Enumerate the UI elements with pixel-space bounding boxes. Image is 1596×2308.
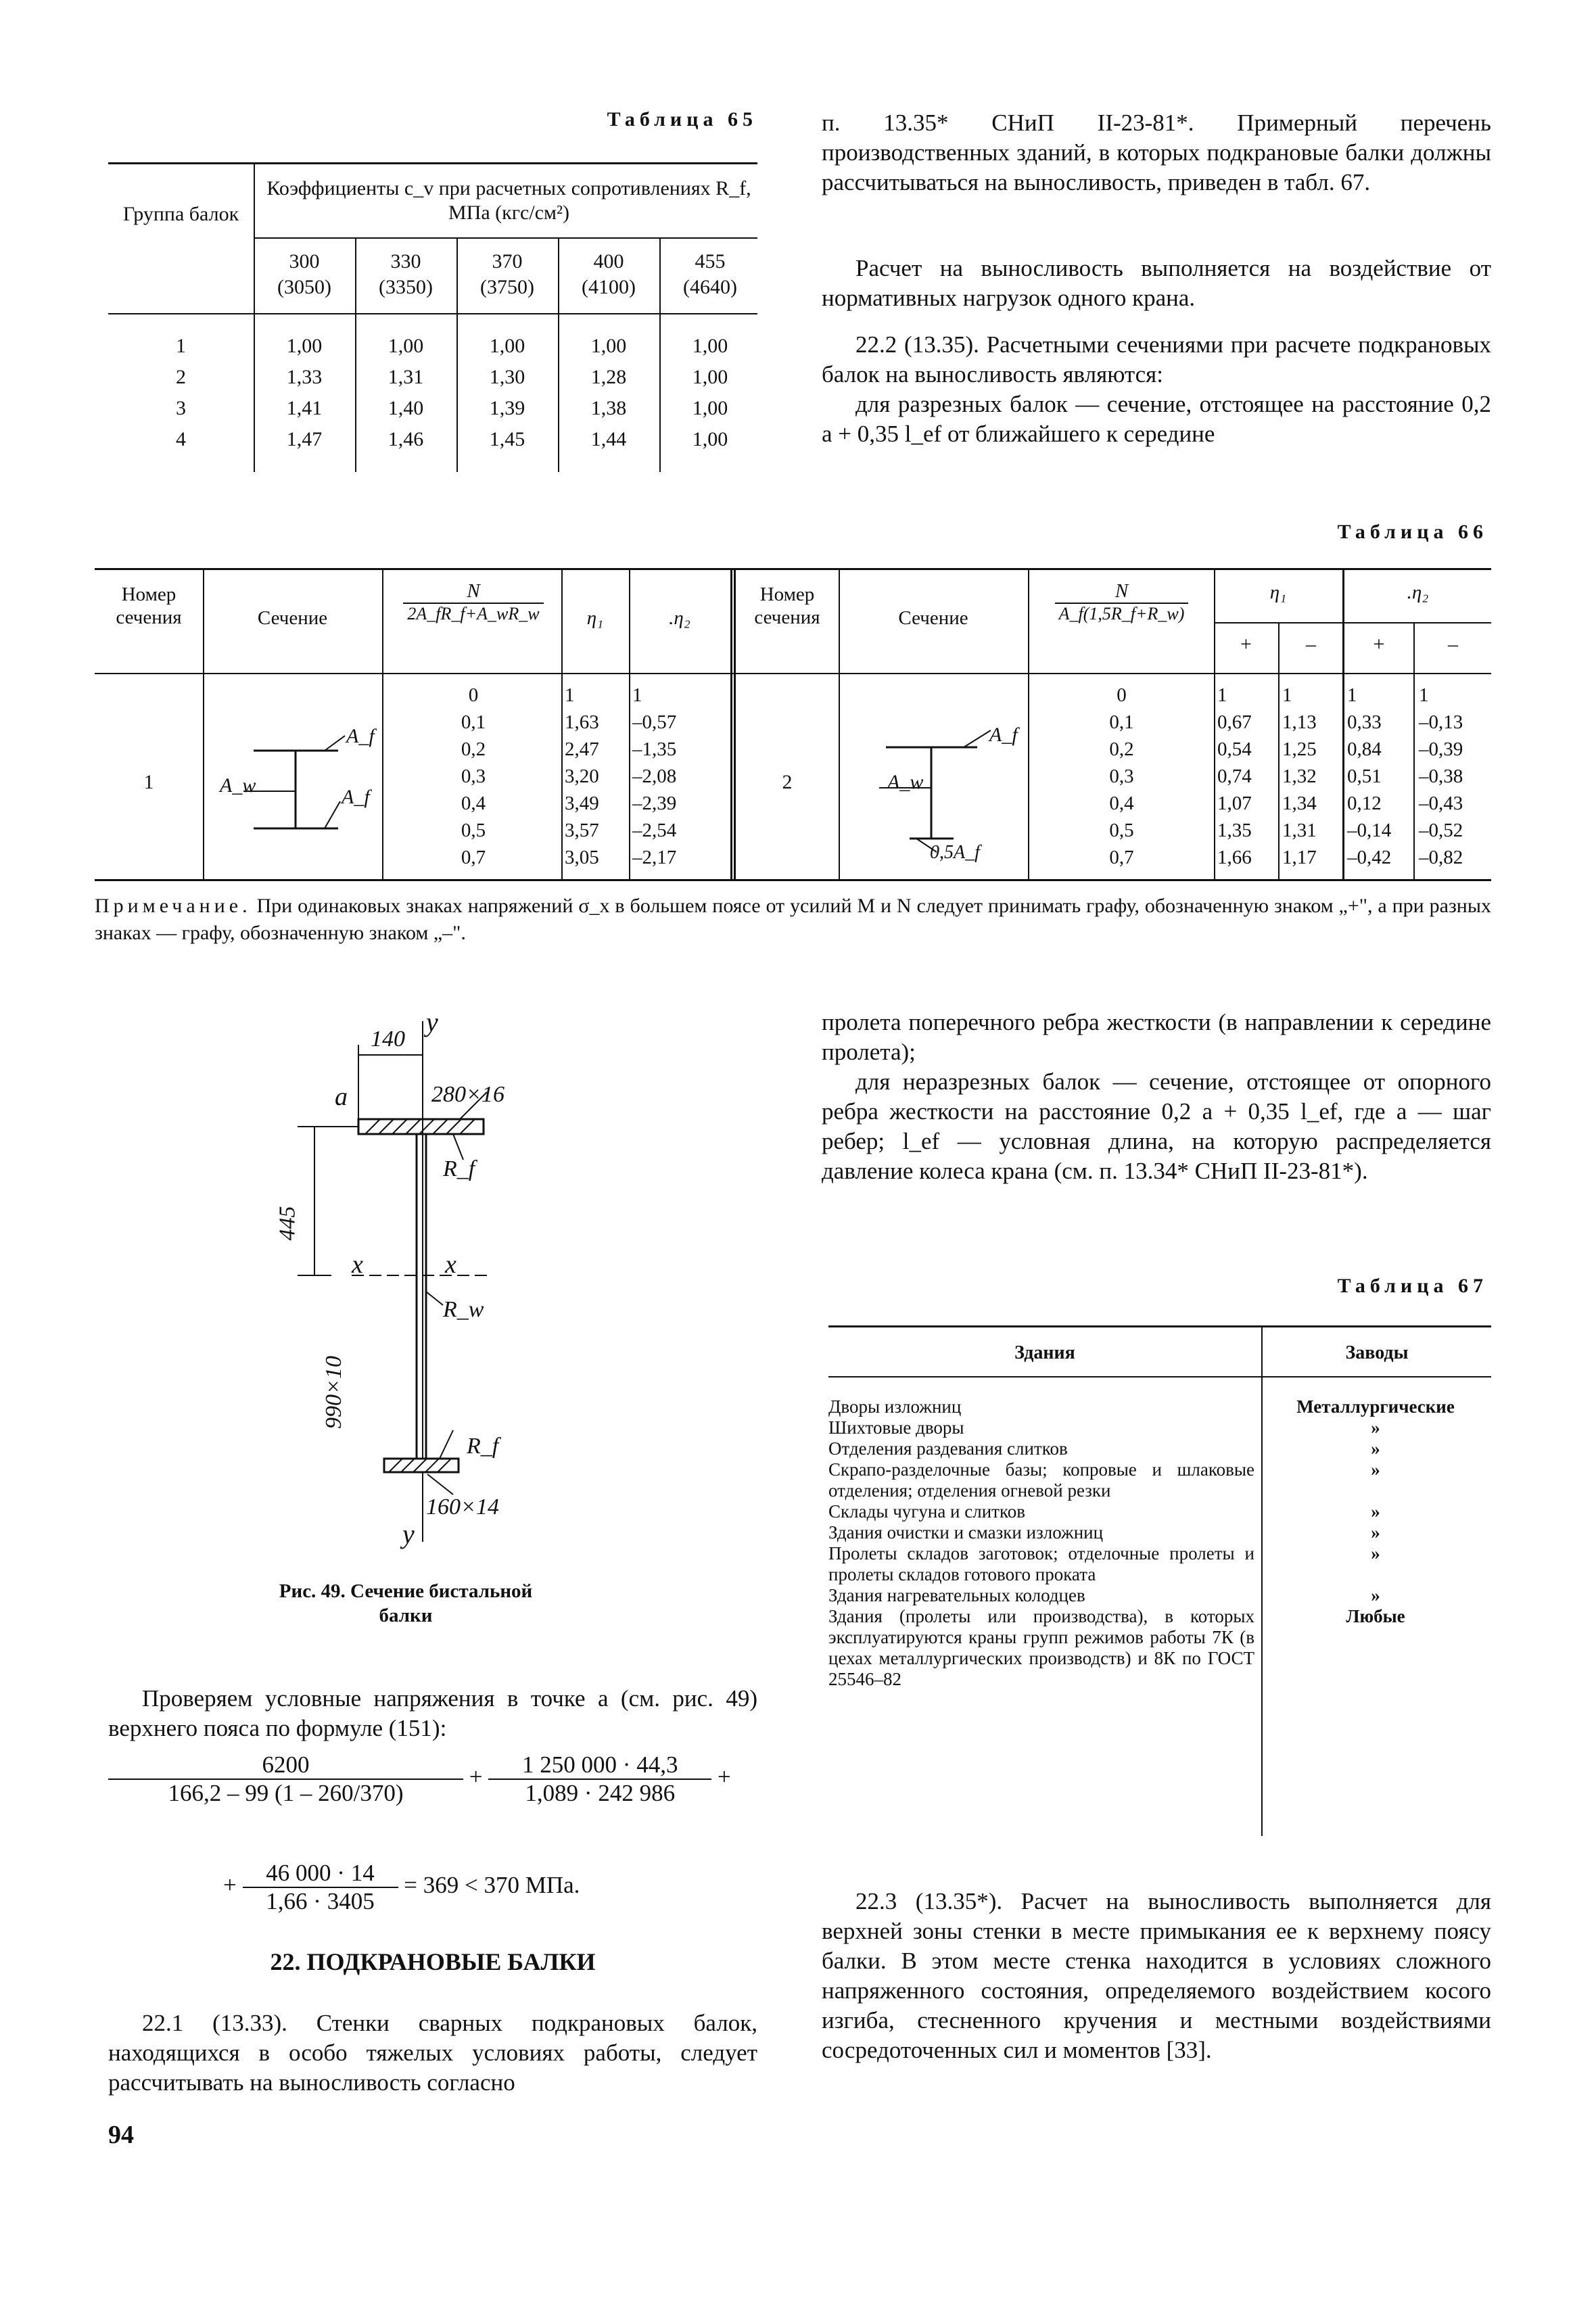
t67-row [828, 1396, 1491, 1417]
t65-column-header [659, 249, 761, 300]
t66-cell-ratio2: 0 [1117, 684, 1127, 706]
t66-cell-ratio1: 0,2 [461, 738, 486, 760]
t65-column-value-kgs: (4640) [683, 276, 737, 298]
t67-caption: Таблица 67 [1337, 1275, 1488, 1297]
t66-note-label: Примечание. [95, 895, 252, 917]
paragraph-ref: п. 13.35* СНиП II-23-81*. Примерный перечень производственных зданий, в которых подкрановые балки должны рассчитываться на выносливость, приведен в табл. 67. [822, 110, 1491, 195]
t65-cell: 1,47 [286, 428, 323, 450]
t67-plant: Любые [1346, 1606, 1405, 1626]
fig49-bottom-flange: 160×14 [426, 1494, 499, 1520]
formula-f1-den: 166,2 – 99 (1 – 260/370) [168, 1780, 404, 1806]
t66-cell-eta1-plus: 1,66 [1217, 847, 1252, 868]
t66-cell-eta1-1: 3,20 [565, 766, 599, 787]
t65-group: 4 [176, 428, 186, 450]
section-2-05Af: 0,5A_f [930, 842, 980, 863]
t65-cell: 1,30 [489, 366, 525, 388]
t66-eta1-minus: – [1306, 633, 1316, 655]
t66-eta2-header-2: .η₂ [1407, 582, 1429, 603]
t66-cell-eta1-1: 1,63 [565, 711, 599, 733]
t66-section-2-number: 2 [782, 771, 793, 793]
t65-group: 2 [176, 366, 186, 388]
t65-group-header: Группа балок [122, 203, 239, 225]
t66-cell-eta2-minus: 1 [1419, 684, 1429, 706]
t66-cell-eta1-1: 2,47 [565, 738, 599, 760]
t65-column-value: 400 [593, 250, 624, 273]
t65-column-header [558, 249, 659, 300]
fig49-140: 140 [371, 1027, 405, 1052]
fig49-caption-line2: балки [379, 1605, 433, 1626]
t67-row [828, 1501, 1491, 1522]
fig49-445: 445 [275, 1206, 300, 1241]
t65-column-value-kgs: (3350) [379, 276, 433, 298]
t65-cell: 1,00 [692, 397, 728, 419]
t66-cell-eta1-1: 1 [565, 684, 575, 706]
t65-group: 3 [176, 397, 186, 419]
t65-cell: 1,44 [590, 428, 627, 450]
paragraph-check-stress: Проверяем условные напряжения в точке a (см. рис. 49) верхнего пояса по формуле (151): [108, 1685, 757, 1741]
t66-cell-eta1-minus: 1,25 [1282, 738, 1317, 760]
t65-column-value: 330 [390, 250, 421, 273]
t65-cell: 1,38 [590, 397, 627, 419]
t66-section-1-number: 1 [143, 771, 154, 793]
t66-section-header: Сечение [257, 607, 328, 629]
t67-building: Дворы изложниц [828, 1396, 962, 1417]
fig49-web: 990×10 [321, 1356, 346, 1429]
section-1-Af-top: A_f [346, 725, 375, 747]
t66-cell-eta2-1: –1,35 [632, 738, 677, 760]
t67-building: Здания очистки и смазки изложниц [828, 1522, 1104, 1542]
t66-cell-eta2-1: –2,08 [632, 766, 677, 787]
fig49-Rf-bottom: R_f [467, 1434, 499, 1459]
t66-eta1-plus: + [1240, 633, 1252, 655]
t66-cell-eta1-plus: 1 [1217, 684, 1227, 706]
t66-cell-eta1-plus: 0,54 [1217, 738, 1252, 760]
t67-plant: » [1371, 1417, 1380, 1438]
t66-cell-eta2-minus: –0,82 [1419, 847, 1463, 868]
t66-eta2-header: .η₂ [669, 607, 690, 629]
t66-cell-ratio2: 0,4 [1109, 793, 1134, 814]
t67-plant: » [1371, 1459, 1380, 1480]
t66-cell-eta2-minus: –0,43 [1419, 793, 1463, 814]
t66-cell-eta2-minus: –0,38 [1419, 766, 1463, 787]
t67-row [828, 1585, 1491, 1606]
t66-cell-eta1-plus: 0,67 [1217, 711, 1252, 733]
t66-cell-ratio1: 0,4 [461, 793, 486, 814]
section-1-Aw: A_w [220, 774, 256, 797]
t66-cell-eta1-1: 3,57 [565, 820, 599, 841]
t65-column-header [355, 249, 456, 300]
t67-row [828, 1417, 1491, 1438]
t66-cell-ratio1: 0,1 [461, 711, 486, 733]
t66-cell-ratio2: 0,1 [1109, 711, 1134, 733]
t65-cell: 1,00 [692, 366, 728, 388]
t66-cell-ratio2: 0,7 [1109, 847, 1134, 868]
formula-f3-num: 46 000 · 14 [243, 1860, 398, 1888]
t67-building: Отделения раздевания слитков [828, 1438, 1068, 1459]
t66-cell-ratio1: 0 [468, 684, 479, 706]
t67-row [828, 1606, 1491, 1690]
t67-plant: » [1371, 1543, 1380, 1563]
t66-cell-eta2-plus: 0,51 [1347, 766, 1382, 787]
t65-cell: 1,00 [388, 335, 424, 357]
t66-cell-eta1-minus: 1,34 [1282, 793, 1317, 814]
paragraph-22-3: 22.3 (13.35*). Расчет на выносливость выполняется для верхней зоны стенки в месте примыкания ее к верхнему поясу балки. В этом месте стенка находится в условиях сложного напряженного состояния, определяемого воздействием косого изгиба, стесненного кручения и местными воздействиями сосредоточенных сил и моментов [33]. [822, 1888, 1491, 2063]
t66-cell-eta2-1: –2,54 [632, 820, 677, 841]
t67-building: Шихтовые дворы [828, 1417, 964, 1438]
t65-column-header [456, 249, 558, 300]
t66-cell-eta2-minus: –0,13 [1419, 711, 1463, 733]
t65-column-value-kgs: (3750) [480, 276, 534, 298]
t66-number-header-2: Номер сечения [754, 584, 820, 628]
t66-cell-eta2-plus: –0,42 [1347, 847, 1392, 868]
t66-cell-ratio1: 0,3 [461, 766, 486, 787]
t65-cell: 1,33 [286, 366, 323, 388]
t66-N-label-2: N [1055, 580, 1189, 604]
t66-cell-eta1-minus: 1,32 [1282, 766, 1317, 787]
t66-eta2-minus: – [1448, 633, 1458, 655]
fig49-caption-line1: Рис. 49. Сечение бистальной [279, 1580, 533, 1602]
t66-cell-eta2-plus: 0,12 [1347, 793, 1382, 814]
paragraph-22-1: 22.1 (13.33). Стенки сварных подкрановых балок, находящихся в особо тяжелых условиях работы, следует рассчитывать на выносливость согласно [108, 2010, 757, 2096]
fig49-caption [203, 1579, 609, 1628]
t65-column-value-kgs: (4100) [582, 276, 636, 298]
formula-line-1 [108, 1751, 757, 1807]
t65-cell: 1,00 [692, 335, 728, 357]
t66-cell-eta1-minus: 1,17 [1282, 847, 1317, 868]
t66-cell-eta2-plus: –0,14 [1347, 820, 1392, 841]
t66-cell-ratio2: 0,3 [1109, 766, 1134, 787]
formula-f2-num: 1 250 000 · 44,3 [488, 1751, 711, 1780]
paragraph-split-beams: для разрезных балок — сечение, отстоящее на расстояние 0,2 a + 0,35 l_ef от ближайшего к середине [822, 391, 1491, 447]
t66-cell-eta1-minus: 1 [1282, 684, 1292, 706]
t65-cell: 1,00 [692, 428, 728, 450]
t65-column-header [254, 249, 355, 300]
t65-coef-header: Коэффициенты c_v при расчетных сопротивлениях R_f, МПа (кгс/см²) [266, 177, 751, 224]
t65-cell: 1,00 [489, 335, 525, 357]
t67-building: Здания (пролеты или производства), в которых эксплуатируются краны групп режимов работы 7К (в цехах металлургических производств) и 8К по ГОСТ 25546–82 [828, 1606, 1254, 1689]
t65-cell: 1,31 [388, 366, 424, 388]
t65-column-value: 370 [492, 250, 523, 273]
t66-caption: Таблица 66 [1337, 521, 1488, 543]
paragraph-span-rib: пролета поперечного ребра жесткости (в направлении к середине пролета); [822, 1009, 1491, 1065]
t67-plant: » [1371, 1438, 1380, 1459]
t66-cell-eta1-plus: 1,35 [1217, 820, 1252, 841]
t67-plants-header: Заводы [1345, 1342, 1409, 1363]
t65-cell: 1,00 [590, 335, 627, 357]
section-2-Aw: A_w [887, 771, 924, 793]
t66-cell-eta2-minus: –0,52 [1419, 820, 1463, 841]
t65-cell: 1,28 [590, 366, 627, 388]
t66-cell-eta2-plus: 0,84 [1347, 738, 1382, 760]
formula-plus-2: + [718, 1764, 731, 1791]
t66-denominator-2: A_f(1,5R_f+R_w) [1058, 604, 1185, 623]
formula-f1-num: 6200 [108, 1751, 463, 1780]
t66-cell-eta2-1: 1 [632, 684, 642, 706]
t66-eta1-header: η₁ [586, 607, 604, 629]
fig49-top-flange: 280×16 [431, 1082, 504, 1107]
t67-row [828, 1522, 1491, 1543]
t67-plant: » [1371, 1522, 1380, 1542]
t66-note [95, 893, 1491, 947]
t66-cell-eta2-1: –2,17 [632, 847, 677, 868]
t66-section-header-2: Сечение [898, 607, 968, 629]
t67-row [828, 1438, 1491, 1459]
fig49-Rf-top: R_f [443, 1156, 475, 1181]
fig49-y-bottom: y [402, 1519, 415, 1549]
t65-cell: 1,40 [388, 397, 424, 419]
t66-cell-eta2-1: –2,39 [632, 793, 677, 814]
t65-column-value-kgs: (3050) [277, 276, 331, 298]
t66-cell-eta2-plus: 0,33 [1347, 711, 1382, 733]
t66-cell-eta1-minus: 1,31 [1282, 820, 1317, 841]
fig49-a: a [335, 1083, 348, 1111]
fig49-x-right: x [445, 1250, 456, 1279]
t66-cell-eta1-plus: 1,07 [1217, 793, 1252, 814]
t67-plant: Металлургические [1296, 1396, 1455, 1417]
formula-line-2 [223, 1860, 697, 1915]
t66-eta1-header-2: η₁ [1269, 582, 1287, 603]
t65-column-value: 300 [289, 250, 320, 273]
t66-cell-eta2-plus: 1 [1347, 684, 1357, 706]
t67-building: Скрапо-разделочные базы; копровые и шлаковые отделения; отделения огневой резки [828, 1459, 1254, 1501]
formula-result: = 369 < 370 МПа. [404, 1872, 580, 1899]
t66-number-header: Номер сечения [116, 584, 182, 628]
t66-N-label: N [403, 580, 543, 604]
t66-cell-ratio1: 0,5 [461, 820, 486, 841]
t66-cell-ratio2: 0,2 [1109, 738, 1134, 760]
table-65 [108, 162, 757, 472]
t65-cell: 1,00 [286, 335, 323, 357]
t66-cell-eta2-minus: –0,39 [1419, 738, 1463, 760]
t66-note-text: При одинаковых знаках напряжений σ_x в большем поясе от усилий M и N следует принимать графу, обозначенную знаком „+", а при разных знаках — графу, обозначенную знаком „–". [95, 895, 1491, 944]
section-1-Af-bottom: A_f [342, 786, 370, 808]
t66-eta2-plus: + [1373, 633, 1385, 655]
t65-caption: Таблица 65 [607, 108, 757, 131]
t65-group: 1 [176, 335, 186, 357]
paragraph-fatigue-load: Расчет на выносливость выполняется на воздействие от нормативных нагрузок одного крана. [822, 255, 1491, 311]
t66-cell-eta2-1: –0,57 [632, 711, 677, 733]
t67-plant: » [1371, 1585, 1380, 1605]
t65-cell: 1,41 [286, 397, 323, 419]
page-number: 94 [108, 2121, 134, 2149]
t65-cell: 1,46 [388, 428, 424, 450]
t66-cell-eta1-minus: 1,13 [1282, 711, 1317, 733]
formula-f3-den: 1,66 · 3405 [266, 1888, 375, 1914]
fig49-Rw: R_w [443, 1297, 484, 1322]
paragraph-22-2: 22.2 (13.35). Расчетными сечениями при расчете подкрановых балок на выносливость являются: [822, 331, 1491, 387]
table-66 [95, 568, 1491, 882]
fig49-x-left: x [352, 1250, 363, 1279]
formula-plus-1: + [469, 1764, 483, 1791]
t66-denominator-1: 2A_fR_f+A_wR_w [407, 604, 540, 623]
t66-cell-ratio1: 0,7 [461, 847, 486, 868]
t65-cell: 1,45 [489, 428, 525, 450]
t67-building: Пролеты складов заготовок; отделочные пролеты и пролеты складов готового проката [828, 1543, 1254, 1584]
t65-column-value: 455 [695, 250, 726, 273]
table-67 [828, 1325, 1491, 1836]
t67-building: Здания нагревательных колодцев [828, 1585, 1085, 1605]
section-2-Af: A_f [989, 724, 1018, 746]
t66-cell-eta1-plus: 0,74 [1217, 766, 1252, 787]
t65-cell: 1,39 [489, 397, 525, 419]
formula-plus-3: + [223, 1872, 237, 1899]
t67-row [828, 1543, 1491, 1585]
formula-f2-den: 1,089 · 242 986 [525, 1780, 676, 1806]
t67-plant: » [1371, 1501, 1380, 1522]
t67-buildings-header: Здания [1014, 1342, 1075, 1363]
fig49-y-top: y [426, 1007, 438, 1037]
t67-building: Склады чугуна и слитков [828, 1501, 1025, 1522]
t66-cell-ratio2: 0,5 [1109, 820, 1134, 841]
t66-cell-eta1-1: 3,49 [565, 793, 599, 814]
paragraph-continuous-beams: для неразрезных балок — сечение, отстоящее от опорного ребра жесткости на расстояние 0,2 a + 0,35 l_ef, где a — шаг ребер; l_ef — условная длина, на которую распределяется давление колеса крана (см. п. 13.34* СНиП II-23-81*). [822, 1068, 1491, 1184]
t67-row [828, 1459, 1491, 1501]
section-heading-22: 22. ПОДКРАНОВЫЕ БАЛКИ [270, 1948, 596, 1975]
t66-cell-eta1-1: 3,05 [565, 847, 599, 868]
